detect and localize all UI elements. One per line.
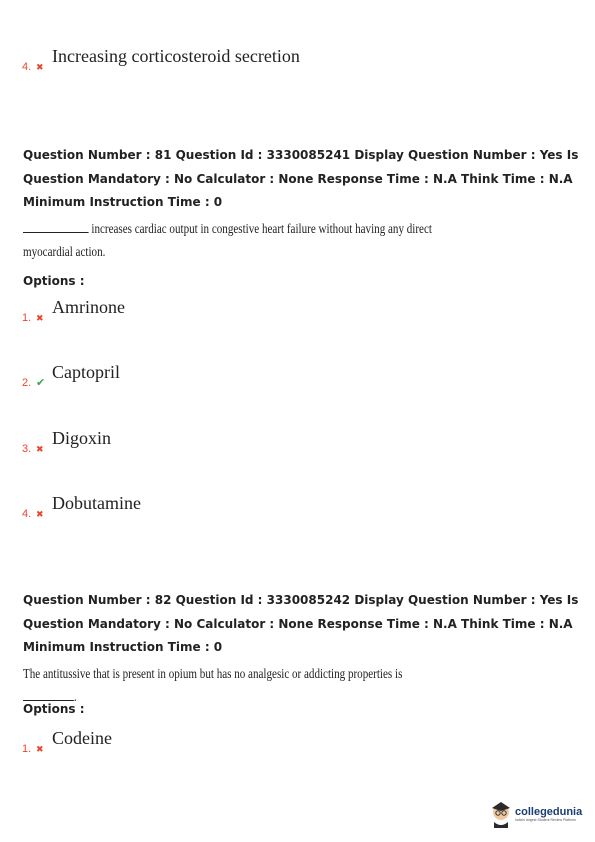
option-number: 4. — [22, 508, 32, 520]
q81-option-1[interactable] — [22, 297, 125, 324]
options-label-81: Options : — [23, 274, 85, 288]
question-82-text-end: . — [73, 689, 77, 704]
options-label-82: Options : — [23, 702, 85, 716]
option-number: 3. — [22, 443, 32, 455]
option-text: Dobutamine — [52, 493, 141, 513]
logo-tagline: India's largest Student Review Platform — [515, 818, 576, 822]
mascot-icon — [490, 800, 512, 828]
wrong-mark-icon: ✖ — [36, 510, 44, 520]
question-82-text — [23, 662, 449, 708]
q81-option-2[interactable] — [22, 362, 120, 389]
question-81-text-part2: myocardial action. — [23, 244, 106, 259]
q81-option-3[interactable] — [22, 428, 112, 455]
fill-blank — [23, 220, 89, 233]
option-number: 1. — [22, 743, 32, 755]
fill-blank — [23, 688, 74, 701]
option-text: Captopril — [52, 362, 120, 382]
wrong-mark-icon: ✖ — [36, 745, 44, 755]
option-number: 4. — [22, 61, 32, 73]
q81-option-4[interactable] — [22, 493, 141, 520]
option-text: Increasing corticosteroid secretion — [52, 46, 300, 66]
option-number: 1. — [22, 312, 32, 324]
question-81-text-part1: increases cardiac output in congestive heart failure without having any direct — [88, 221, 432, 236]
wrong-mark-icon: ✖ — [36, 445, 44, 455]
option-number: 2. — [22, 377, 32, 389]
option-text: Codeine — [52, 728, 112, 748]
question-81-meta: Question Number : 81 Question Id : 3330085241 Display Question Number : Yes Is Question Mandatory : No Calculator : None Response Time : N.A Think Time : N.A Minimum Instruction Time : 0 — [23, 148, 579, 209]
wrong-mark-icon: ✖ — [36, 314, 44, 324]
check-mark-icon: ✔ — [36, 376, 46, 389]
question-82-meta: Question Number : 82 Question Id : 3330085242 Display Question Number : Yes Is Question Mandatory : No Calculator : None Response Time : N.A Think Time : N.A Minimum Instruction Time : 0 — [23, 593, 579, 654]
option-text: Amrinone — [52, 297, 125, 317]
question-82-text-part1: The antitussive that is present in opium but has no analgesic or addicting properties is — [23, 666, 403, 681]
question-81-text — [23, 217, 449, 263]
logo-name: collegedunia — [515, 806, 583, 818]
wrong-mark-icon: ✖ — [36, 63, 44, 73]
collegedunia-logo[interactable] — [490, 800, 582, 828]
option-text: Digoxin — [52, 428, 112, 448]
option-4-prev[interactable] — [22, 46, 300, 73]
q82-option-1[interactable] — [22, 728, 112, 755]
